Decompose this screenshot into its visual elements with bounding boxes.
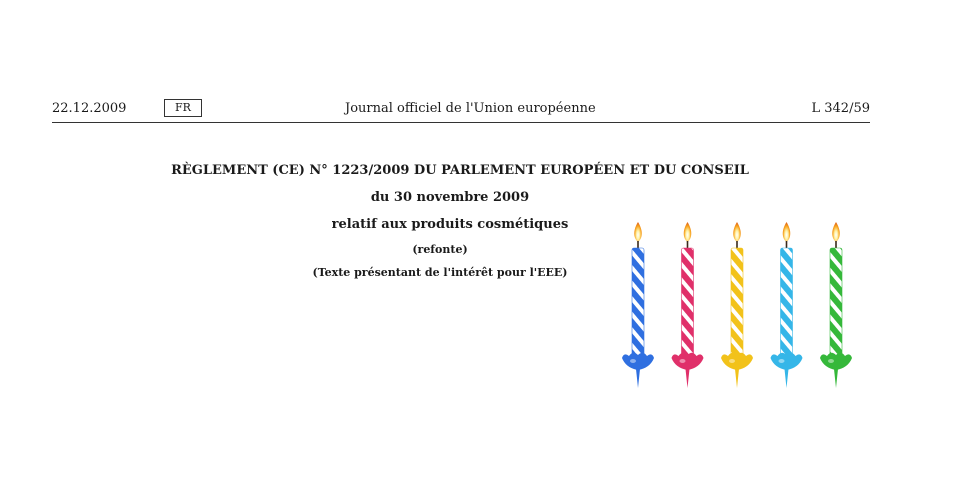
flame-icon — [684, 222, 692, 242]
flame-icon — [832, 222, 840, 242]
publication-date: 22.12.2009 — [52, 101, 127, 116]
regulation-subject: relatif aux produits cosmétiques — [331, 217, 569, 232]
document-header — [52, 98, 870, 123]
recast-note: (refonte) — [412, 243, 468, 256]
journal-title: Journal officiel de l'Union européenne — [345, 101, 596, 116]
regulation-date: du 30 novembre 2009 — [370, 190, 530, 205]
eee-relevance-note: (Texte présentant de l'intérêt pour l'EEE) — [312, 266, 568, 279]
candle — [820, 222, 852, 388]
birthday-candles-illustration — [612, 216, 867, 396]
candle — [672, 222, 704, 388]
flame-icon — [733, 222, 741, 242]
flame-icon — [634, 222, 642, 242]
language-badge: FR — [164, 99, 202, 117]
regulation-title: RÈGLEMENT (CE) N° 1223/2009 DU PARLEMENT EUROPÉEN ET DU CONSEIL — [171, 163, 749, 178]
candle — [771, 222, 803, 388]
flame-icon — [783, 222, 791, 242]
candle — [622, 222, 654, 388]
candle — [721, 222, 753, 388]
page-reference: L 342/59 — [811, 101, 870, 116]
